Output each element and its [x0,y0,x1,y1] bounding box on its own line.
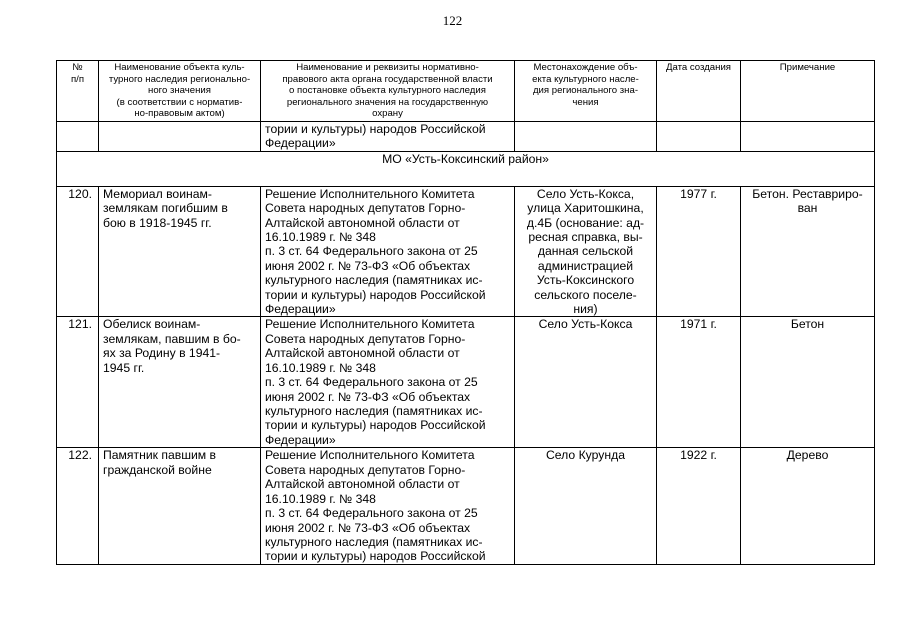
cell-note [741,122,875,152]
cell-number [57,122,99,152]
cell-number: 121. [57,317,99,448]
section-title: МО «Усть-Коксинский район» [57,151,875,186]
cell-date: 1977 г. [657,186,741,317]
cell-legal-act: Решение Исполнительного Комитета Совета народных депутатов Горно- Алтайской автономной области от 16.10.1989 г. № 348 п. 3 ст. 64 Федерального закона от 25 июня 2002 г. № 73-ФЗ «Об объектах культурного наследия (памятниках ис- тории и культуры) народов Российской Федерации» [261,186,515,317]
table-row-continuation [57,122,875,152]
page-number: 122 [442,13,463,28]
cell-location [515,122,657,152]
header-location: Местонахождение объ- екта культурного насле- дия регионального зна- чения [515,61,657,122]
cell-object-name: Обелиск воинам- землякам, павшим в бо- ях за Родину в 1941- 1945 гг. [99,317,261,448]
cell-date: 1971 г. [657,317,741,448]
cell-date: 1922 г. [657,448,741,565]
cell-object-name: Мемориал воинам- землякам погибшим в бою в 1918-1945 гг. [99,186,261,317]
cell-legal-act: тории и культуры) народов Российской Федерации» [261,122,515,152]
section-header-row [57,151,875,186]
cell-legal-act: Решение Исполнительного Комитета Совета народных депутатов Горно- Алтайской автономной области от 16.10.1989 г. № 348 п. 3 ст. 64 Федерального закона от 25 июня 2002 г. № 73-ФЗ «Об объектах культурного наследия (памятниках ис- тории и культуры) народов Российской Федерации» [261,317,515,448]
cell-date [657,122,741,152]
table-row [57,317,875,448]
cell-note: Бетон. Реставриро- ван [741,186,875,317]
heritage-objects-table [56,60,875,565]
cell-location: Село Усть-Кокса, улица Харитошкина, д.4Б (основание: ад- ресная справка, вы- данная сельской администрацией Усть-Коксинского сельского поселе- ния) [515,186,657,317]
header-object-name: Наименование объекта куль- турного наследия регионально- ного значения (в соответствии с норматив- но-правовым актом) [99,61,261,122]
header-note: Примечание [741,61,875,122]
cell-number: 122. [57,448,99,565]
cell-object-name: Памятник павшим в гражданской войне [99,448,261,565]
header-number: № п/п [57,61,99,122]
table-row [57,186,875,317]
cell-location: Село Усть-Кокса [515,317,657,448]
header-legal-act: Наименование и реквизиты нормативно- правового акта органа государственной власти о постановке объекта культурного наследия регионального значения на государственную охрану [261,61,515,122]
cell-legal-act: Решение Исполнительного Комитета Совета народных депутатов Горно- Алтайской автономной области от 16.10.1989 г. № 348 п. 3 ст. 64 Федерального закона от 25 июня 2002 г. № 73-ФЗ «Об объектах культурного наследия (памятниках ис- тории и культуры) народов Российской [261,448,515,565]
cell-note: Дерево [741,448,875,565]
cell-object-name [99,122,261,152]
cell-note: Бетон [741,317,875,448]
table-header-row [57,61,875,122]
cell-location: Село Курунда [515,448,657,565]
header-creation-date: Дата создания [657,61,741,122]
table-row [57,448,875,565]
cell-number: 120. [57,186,99,317]
